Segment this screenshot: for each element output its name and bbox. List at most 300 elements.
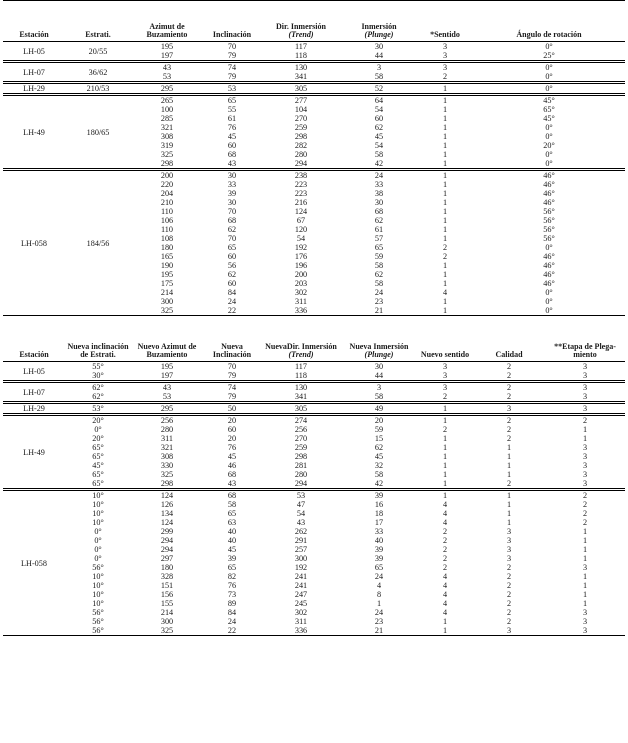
nuevo-sentido-cell: 1 [442, 443, 448, 452]
inclinacion-cell: 56 [227, 261, 237, 270]
nueva-inclinacion-cell: 89 [227, 599, 237, 608]
nuevo-azimut-cell: 53 [162, 392, 172, 401]
inclinacion-cell: 79 [227, 72, 237, 81]
nuevo-sentido-cell: 2 [442, 563, 448, 572]
nueva-dir-inmersion-cell: 241 [294, 572, 308, 581]
nuevo-azimut-cell: 256 [131, 415, 203, 426]
station-cell: LH-058 [3, 490, 65, 636]
nueva-inmersion-cell: 33 [374, 527, 384, 536]
inclinacion-cell: 43 [227, 159, 237, 168]
sentido-cell: 1 [442, 141, 448, 150]
table1-group-lh-49 [3, 95, 625, 170]
nueva-inmersion-cell: 24 [374, 572, 384, 581]
inmersion-cell: 64 [341, 95, 417, 106]
nueva-inclinacion-cell: 24 [227, 617, 237, 626]
nueva-dir-inmersion-cell: 47 [296, 500, 306, 509]
nuevo-sentido-cell: 2 [442, 545, 448, 554]
table-row [3, 518, 625, 527]
sentido-cell: 3 [417, 42, 473, 52]
sentido-cell: 1 [417, 170, 473, 181]
table-row [3, 95, 625, 106]
nuevo-azimut-cell: 156 [160, 590, 174, 599]
header2-inmersion-label: Nueva Inmersión [349, 341, 409, 351]
etapa-cell: 3 [582, 608, 588, 617]
angulo-cell: 46° [473, 170, 625, 181]
nueva-inclinacion-cell: 76 [227, 581, 237, 590]
nuevo-azimut-cell: 325 [131, 626, 203, 636]
angulo-cell: 0° [545, 159, 553, 168]
calidad-cell: 1 [506, 509, 512, 518]
nueva-inclinacion-estrati-cell: 62° [65, 382, 131, 393]
nueva-inclinacion-cell: 40 [227, 527, 237, 536]
nueva-dir-inmersion-cell: 294 [294, 479, 308, 488]
nueva-inclinacion-estrati-cell: 0° [94, 545, 102, 554]
calidad-cell: 1 [506, 461, 512, 470]
calidad-cell: 2 [506, 581, 512, 590]
dir-inmersion-cell: 117 [261, 42, 341, 52]
header-estrati: Estrati. [65, 1, 131, 42]
nueva-inclinacion-estrati-cell: 56° [92, 617, 104, 626]
calidad-cell: 2 [473, 415, 545, 426]
nueva-dir-inmersion-cell: 336 [261, 626, 341, 636]
nueva-dir-inmersion-cell: 262 [294, 527, 308, 536]
dir-inmersion-cell: 302 [294, 288, 308, 297]
calidad-cell: 1 [506, 518, 512, 527]
inmersion-cell: 42 [374, 159, 384, 168]
nuevo-sentido-cell: 3 [417, 362, 473, 372]
dir-inmersion-cell: 54 [296, 234, 306, 243]
dir-inmersion-cell: 341 [294, 72, 308, 81]
station-cell: LH-05 [3, 42, 65, 62]
nueva-inclinacion-cell: 84 [227, 608, 237, 617]
angulo-cell: 46° [543, 180, 555, 189]
nueva-inmersion-cell: 21 [341, 626, 417, 636]
nueva-inclinacion-estrati-cell: 56° [65, 626, 131, 636]
angulo-cell: 56° [543, 225, 555, 234]
nueva-inmersion-cell: 39 [374, 545, 384, 554]
nueva-inclinacion-cell: 40 [227, 536, 237, 545]
etapa-cell: 1 [582, 425, 588, 434]
table2-group-lh-058 [3, 490, 625, 636]
nuevo-azimut-cell: 300 [160, 617, 174, 626]
etapa-cell: 3 [545, 626, 625, 636]
nueva-inmersion-cell: 16 [374, 500, 384, 509]
nuevo-azimut-cell: 311 [161, 434, 173, 443]
azimut-cell: 180 [160, 243, 174, 252]
sentido-cell: 1 [442, 180, 448, 189]
inmersion-cell: 30 [341, 42, 417, 52]
inmersion-cell: 45 [374, 132, 384, 141]
nueva-inclinacion-cell: 79 [227, 392, 237, 401]
dir-inmersion-cell: 280 [294, 150, 308, 159]
inclinacion-cell: 68 [227, 216, 237, 225]
azimut-cell: 325 [160, 150, 174, 159]
header2-plunge-label: (Plunge) [364, 350, 394, 360]
nueva-inclinacion-cell: 58 [227, 500, 237, 509]
sentido-cell: 1 [442, 207, 448, 216]
inmersion-cell: 62 [374, 270, 384, 279]
header-inclinacion: Inclinación [203, 1, 261, 42]
nueva-inmersion-cell: 58 [374, 392, 384, 401]
nueva-dir-inmersion-cell: 54 [296, 509, 306, 518]
table-row [3, 509, 625, 518]
nueva-dir-inmersion-cell: 311 [295, 617, 307, 626]
nuevo-sentido-cell: 3 [442, 371, 448, 380]
table-row [3, 479, 625, 490]
nuevo-azimut-cell: 214 [160, 608, 174, 617]
inclinacion-cell: 70 [203, 42, 261, 52]
nueva-inmersion-cell: 32 [374, 461, 384, 470]
azimut-cell: 319 [160, 141, 174, 150]
inclinacion-cell: 33 [227, 180, 237, 189]
etapa-cell: 3 [545, 382, 625, 393]
inclinacion-cell: 39 [227, 189, 237, 198]
nuevo-sentido-cell: 1 [442, 479, 448, 488]
nueva-inclinacion-estrati-cell: 65° [92, 443, 104, 452]
calidad-cell: 2 [506, 392, 512, 401]
inclinacion-cell: 60 [227, 141, 237, 150]
nueva-inmersion-cell: 39 [374, 554, 384, 563]
dir-inmersion-cell: 176 [294, 252, 308, 261]
inmersion-cell: 58 [374, 279, 384, 288]
calidad-cell: 2 [506, 425, 512, 434]
angulo-cell: 0° [545, 132, 553, 141]
inmersion-cell: 23 [374, 297, 384, 306]
header2-nuevo-sentido: Nuevo sentido [417, 316, 473, 362]
calidad-cell: 1 [506, 443, 512, 452]
nuevo-azimut-cell: 126 [160, 500, 174, 509]
nueva-inmersion-cell: 59 [374, 425, 384, 434]
nueva-inclinacion-cell: 65 [227, 563, 237, 572]
nueva-inclinacion-cell: 68 [227, 470, 237, 479]
nueva-inclinacion-estrati-cell: 10° [92, 599, 104, 608]
azimut-cell: 195 [160, 270, 174, 279]
etapa-cell: 2 [545, 490, 625, 501]
station-cell: LH-07 [3, 382, 65, 403]
nuevo-azimut-cell: 180 [160, 563, 174, 572]
inclinacion-cell: 70 [227, 207, 237, 216]
azimut-cell: 210 [160, 198, 174, 207]
nuevo-azimut-cell: 294 [160, 545, 174, 554]
inclinacion-cell: 60 [227, 279, 237, 288]
table-row [3, 434, 625, 443]
etapa-cell: 1 [582, 545, 588, 554]
nueva-inmersion-cell: 3 [341, 382, 417, 393]
azimut-cell: 214 [160, 288, 174, 297]
nueva-dir-inmersion-cell: 53 [261, 490, 341, 501]
calidad-cell: 3 [506, 536, 512, 545]
angulo-cell: 25° [543, 51, 555, 60]
etapa-cell: 3 [582, 452, 588, 461]
nueva-inclinacion-cell: 20 [227, 434, 237, 443]
nueva-inmersion-cell: 45 [374, 452, 384, 461]
table-row [3, 170, 625, 181]
dir-inmersion-cell: 298 [294, 132, 308, 141]
angulo-cell: 0° [473, 62, 625, 73]
calidad-cell: 2 [506, 572, 512, 581]
etapa-cell: 1 [582, 527, 588, 536]
sentido-cell: 1 [442, 123, 448, 132]
etapa-cell: 1 [582, 590, 588, 599]
nuevo-sentido-cell: 4 [442, 509, 448, 518]
nueva-inmersion-cell: 58 [374, 470, 384, 479]
table-row [3, 545, 625, 554]
azimut-cell: 197 [160, 51, 174, 60]
inclinacion-cell: 61 [227, 114, 237, 123]
nueva-inclinacion-estrati-cell: 0° [94, 536, 102, 545]
inclinacion-cell: 76 [227, 123, 237, 132]
nuevo-sentido-cell: 4 [442, 590, 448, 599]
nueva-inclinacion-cell: 70 [203, 362, 261, 372]
structural-data-table [3, 0, 625, 636]
nuevo-sentido-cell: 1 [442, 461, 448, 470]
nuevo-azimut-cell: 294 [160, 536, 174, 545]
nueva-inclinacion-cell: 74 [203, 382, 261, 393]
sentido-cell: 1 [442, 225, 448, 234]
dir-inmersion-cell: 305 [261, 83, 341, 95]
header-dir-inmersion-label: Dir. Inmersión [276, 21, 326, 31]
header-inmersion [341, 1, 417, 42]
nueva-inmersion-cell: 44 [374, 371, 384, 380]
nueva-inmersion-cell: 15 [374, 434, 384, 443]
inclinacion-cell: 22 [227, 306, 237, 315]
nueva-inclinacion-estrati-cell: 62° [92, 392, 104, 401]
inmersion-cell: 65 [374, 243, 384, 252]
angulo-cell: 46° [543, 198, 555, 207]
inmersion-cell: 21 [374, 306, 384, 315]
nueva-inclinacion-cell: 73 [227, 590, 237, 599]
nuevo-azimut-cell: 280 [160, 425, 174, 434]
dir-inmersion-cell: 238 [261, 170, 341, 181]
angulo-cell: 56° [543, 216, 555, 225]
inmersion-cell: 52 [341, 83, 417, 95]
nueva-inclinacion-estrati-cell: 10° [92, 509, 104, 518]
station-cell: LH-49 [3, 415, 65, 490]
nueva-dir-inmersion-cell: 256 [294, 425, 308, 434]
station-cell: LH-058 [3, 170, 65, 316]
header2-nueva-inclinacion: Nueva Inclinación [203, 316, 261, 362]
nuevo-sentido-cell: 1 [442, 470, 448, 479]
angulo-cell: 65° [543, 105, 555, 114]
nueva-inmersion-cell: 20 [341, 415, 417, 426]
inclinacion-cell: 62 [227, 225, 237, 234]
calidad-cell: 2 [506, 479, 512, 488]
nueva-inclinacion-estrati-cell: 65° [92, 470, 104, 479]
table1-header [3, 1, 625, 42]
calidad-cell: 3 [473, 403, 545, 415]
nuevo-sentido-cell: 4 [442, 518, 448, 527]
sentido-cell: 2 [442, 252, 448, 261]
nueva-dir-inmersion-cell: 247 [294, 590, 308, 599]
nueva-inclinacion-cell: 63 [227, 518, 237, 527]
dir-inmersion-cell: 223 [294, 189, 308, 198]
inmersion-cell: 60 [374, 114, 384, 123]
nueva-inmersion-cell: 42 [374, 479, 384, 488]
nuevo-azimut-cell: 297 [160, 554, 174, 563]
table2-header [3, 316, 625, 362]
nueva-inclinacion-estrati-cell: 56° [92, 563, 104, 572]
nueva-dir-inmersion-cell: 257 [294, 545, 308, 554]
azimut-cell: 325 [160, 306, 174, 315]
nuevo-sentido-cell: 1 [417, 403, 473, 415]
table-row [3, 452, 625, 461]
etapa-cell: 2 [582, 500, 588, 509]
azimut-cell: 175 [160, 279, 174, 288]
azimut-cell: 200 [131, 170, 203, 181]
azimut-cell: 295 [131, 83, 203, 95]
nuevo-sentido-cell: 2 [442, 392, 448, 401]
nuevo-sentido-cell: 1 [417, 415, 473, 426]
nuevo-sentido-cell: 1 [442, 452, 448, 461]
dir-inmersion-cell: 192 [294, 243, 308, 252]
nueva-inclinacion-cell: 22 [203, 626, 261, 636]
nueva-inmersion-cell: 8 [376, 590, 382, 599]
inclinacion-cell: 74 [203, 62, 261, 73]
table-row [3, 590, 625, 599]
calidad-cell: 1 [506, 500, 512, 509]
etapa-cell: 3 [545, 362, 625, 372]
angulo-cell: 56° [543, 207, 555, 216]
calidad-cell: 3 [473, 626, 545, 636]
angulo-cell: 46° [543, 252, 555, 261]
azimut-cell: 53 [162, 72, 172, 81]
header-plunge-label: (Plunge) [364, 30, 394, 40]
azimut-cell: 204 [160, 189, 174, 198]
nueva-inclinacion-cell: 45 [227, 452, 237, 461]
azimut-cell: 298 [160, 159, 174, 168]
azimut-cell: 265 [131, 95, 203, 106]
table2-group-lh-49 [3, 415, 625, 490]
angulo-cell: 46° [543, 279, 555, 288]
dir-inmersion-cell: 118 [295, 51, 307, 60]
nuevo-azimut-cell: 330 [160, 461, 174, 470]
nueva-inclinacion-estrati-cell: 65° [92, 479, 104, 488]
table-row [3, 42, 625, 52]
table-row [3, 425, 625, 434]
nuevo-azimut-cell: 155 [160, 599, 174, 608]
table-row [3, 626, 625, 636]
angulo-cell: 0° [545, 150, 553, 159]
strat-cell: 20/55 [65, 42, 131, 62]
inmersion-cell: 58 [374, 261, 384, 270]
nuevo-azimut-cell: 195 [131, 362, 203, 372]
sentido-cell: 1 [442, 189, 448, 198]
nuevo-azimut-cell: 299 [160, 527, 174, 536]
table-row [3, 500, 625, 509]
dir-inmersion-cell: 200 [294, 270, 308, 279]
sentido-cell: 1 [442, 216, 448, 225]
sentido-cell: 1 [442, 114, 448, 123]
angulo-cell: 0° [473, 42, 625, 52]
dir-inmersion-cell: 270 [294, 114, 308, 123]
header2-nueva-inclinacion-estrati: Nueva inclinación de Estrati. [65, 316, 131, 362]
nuevo-sentido-cell: 1 [417, 626, 473, 636]
inclinacion-cell: 79 [227, 51, 237, 60]
nueva-inclinacion-cell: 60 [227, 425, 237, 434]
azimut-cell: 165 [160, 252, 174, 261]
dir-inmersion-cell: 259 [294, 123, 308, 132]
dir-inmersion-cell: 223 [294, 180, 308, 189]
inmersion-cell: 61 [374, 225, 384, 234]
calidad-cell: 2 [506, 434, 512, 443]
angulo-cell: 46° [543, 270, 555, 279]
etapa-cell: 1 [582, 434, 588, 443]
inclinacion-cell: 68 [227, 150, 237, 159]
header2-estacion: Estación [3, 316, 65, 362]
nueva-inmersion-cell: 4 [376, 581, 382, 590]
station-cell: LH-05 [3, 362, 65, 382]
nueva-inmersion-cell: 39 [341, 490, 417, 501]
table-row [3, 392, 625, 403]
azimut-cell: 321 [160, 123, 174, 132]
angulo-cell: 0° [545, 288, 553, 297]
sentido-cell: 3 [442, 51, 448, 60]
nueva-inclinacion-estrati-cell: 20° [92, 434, 104, 443]
nuevo-azimut-cell: 308 [160, 452, 174, 461]
nueva-inclinacion-estrati-cell: 55° [65, 362, 131, 372]
table1-group-lh-29 [3, 83, 625, 95]
etapa-cell: 1 [582, 554, 588, 563]
table-row [3, 403, 625, 415]
table-row [3, 443, 625, 452]
inclinacion-cell: 53 [203, 83, 261, 95]
angulo-cell: 56° [543, 234, 555, 243]
nueva-inclinacion-estrati-cell: 10° [92, 518, 104, 527]
dir-inmersion-cell: 311 [295, 297, 307, 306]
azimut-cell: 106 [160, 216, 174, 225]
calidad-cell: 2 [473, 362, 545, 372]
nueva-inclinacion-estrati-cell: 0° [94, 554, 102, 563]
calidad-cell: 2 [506, 608, 512, 617]
header2-calidad: Calidad [473, 316, 545, 362]
nueva-inmersion-cell: 40 [374, 536, 384, 545]
angulo-cell: 0° [545, 243, 553, 252]
inclinacion-cell: 65 [227, 243, 237, 252]
nueva-inclinacion-cell: 45 [227, 545, 237, 554]
header-dir-inmersion [261, 1, 341, 42]
sentido-cell: 1 [442, 132, 448, 141]
nueva-inclinacion-cell: 20 [203, 415, 261, 426]
nueva-dir-inmersion-cell: 117 [261, 362, 341, 372]
dir-inmersion-cell: 203 [294, 279, 308, 288]
header2-etapa-plegamiento: **Etapa de Plega-miento [545, 316, 625, 362]
inclinacion-cell: 30 [203, 170, 261, 181]
header-inmersion-label: Inmersión [361, 21, 397, 31]
nuevo-azimut-cell: 43 [131, 382, 203, 393]
angulo-cell: 46° [543, 189, 555, 198]
header-estacion: Estación [3, 1, 65, 42]
nueva-inclinacion-estrati-cell: 0° [94, 527, 102, 536]
inclinacion-cell: 84 [227, 288, 237, 297]
azimut-cell: 308 [160, 132, 174, 141]
table-row [3, 83, 625, 95]
inmersion-cell: 38 [374, 189, 384, 198]
calidad-cell: 1 [506, 470, 512, 479]
nuevo-azimut-cell: 295 [131, 403, 203, 415]
azimut-cell: 110 [161, 207, 173, 216]
nuevo-azimut-cell: 124 [131, 490, 203, 501]
inmersion-cell: 54 [374, 105, 384, 114]
nueva-inclinacion-estrati-cell: 20° [65, 415, 131, 426]
nuevo-sentido-cell: 1 [417, 490, 473, 501]
azimut-cell: 195 [131, 42, 203, 52]
nuevo-azimut-cell: 321 [160, 443, 174, 452]
dir-inmersion-cell: 124 [294, 207, 308, 216]
calidad-cell: 3 [506, 527, 512, 536]
azimut-cell: 190 [160, 261, 174, 270]
inmersion-cell: 58 [374, 150, 384, 159]
table-row [3, 461, 625, 470]
